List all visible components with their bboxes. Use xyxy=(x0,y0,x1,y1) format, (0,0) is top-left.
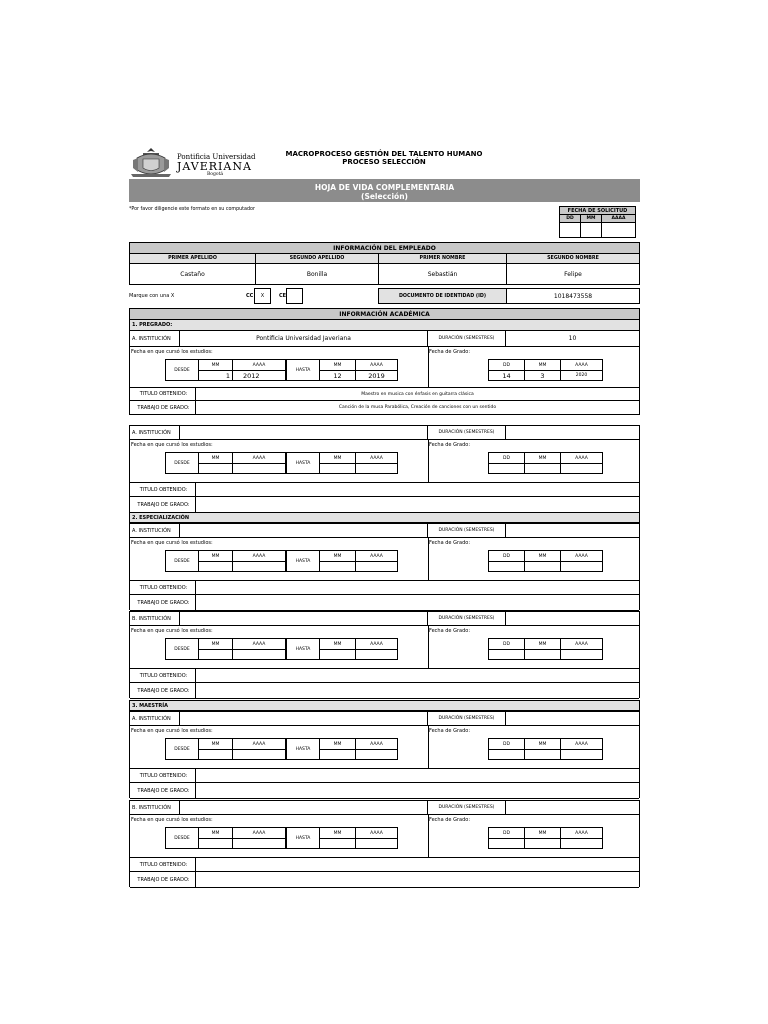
grado-mm-label: MM xyxy=(525,453,561,463)
especializacion-a-block xyxy=(129,523,640,610)
desde-mm-field[interactable]: 1 xyxy=(199,370,233,380)
fecha-grado-label: Fecha de Grado: xyxy=(429,349,471,355)
ce-checkbox[interactable] xyxy=(286,288,303,304)
hasta-mm-label: MM xyxy=(320,360,356,370)
trabajo-field[interactable] xyxy=(196,872,639,887)
trabajo-row xyxy=(130,595,639,611)
titulo-label: TITULO OBTENIDO: xyxy=(130,669,196,682)
fechas-row xyxy=(130,347,639,388)
marque-label: Marque con una X xyxy=(129,293,175,299)
desde-grid xyxy=(165,638,286,660)
institucion-field[interactable] xyxy=(180,426,428,439)
grado-dd-label: DD xyxy=(489,639,525,649)
grado-mm-field[interactable]: 3 xyxy=(525,370,561,380)
desde-mm-label: MM xyxy=(199,551,233,561)
grado-aaaa-label: AAAA xyxy=(575,362,588,368)
desde-mm-field[interactable] xyxy=(199,838,233,848)
institucion-row xyxy=(130,612,639,626)
trabajo-row xyxy=(130,683,639,699)
desde-label: DESDE xyxy=(166,551,199,571)
institucion-row xyxy=(130,801,639,815)
crest-icon xyxy=(129,146,173,178)
hasta-mm-field[interactable] xyxy=(320,561,356,571)
fecha-dd-label: DD xyxy=(560,215,581,223)
desde-mm-label: MM xyxy=(199,360,233,370)
trabajo-field[interactable] xyxy=(196,683,639,698)
desde-grid xyxy=(165,827,286,849)
duracion-label: DURACIÓN (SEMESTRES) xyxy=(428,524,506,537)
institucion-field[interactable] xyxy=(180,524,428,537)
segundo-nombre-field[interactable]: Felipe xyxy=(564,270,582,278)
duracion-field[interactable] xyxy=(506,712,639,725)
fechas-row xyxy=(130,815,639,858)
fechas-row xyxy=(130,626,639,669)
hasta-mm-label: MM xyxy=(320,828,356,838)
titulo-row xyxy=(130,581,639,595)
grado-mm-label: MM xyxy=(525,739,561,749)
logo-line-1: Pontificia Universidad xyxy=(177,153,256,161)
grado-mm-field[interactable] xyxy=(525,561,561,571)
fecha-estudios-label: Fecha en que cursó los estudios: xyxy=(131,628,213,634)
hasta-mm-label: MM xyxy=(320,453,356,463)
trabajo-label: TRABAJO DE GRADO: xyxy=(130,595,196,610)
desde-mm-field[interactable] xyxy=(199,463,233,473)
trabajo-row xyxy=(130,497,639,513)
titulo-field[interactable] xyxy=(196,669,639,682)
titulo-field[interactable]: Maestro en musica con énfasis en guitarra clásica xyxy=(361,391,474,397)
segundo-nombre-label: SEGUNDO NOMBRE xyxy=(507,254,639,264)
grado-dd-field[interactable] xyxy=(489,463,525,473)
form-subtitle: (Selección) xyxy=(361,192,408,201)
proceso-title: PROCESO SELECCIÓN xyxy=(342,158,426,166)
hasta-aaaa-field[interactable] xyxy=(356,649,397,659)
documento-field[interactable]: 1018473558 xyxy=(553,292,593,300)
desde-aaaa-field[interactable]: 2012 xyxy=(233,370,285,380)
fechas-row xyxy=(130,538,639,581)
trabajo-label: TRABAJO DE GRADO: xyxy=(130,783,196,798)
desde-mm-field[interactable] xyxy=(199,649,233,659)
form-title: HOJA DE VIDA COMPLEMENTARIA xyxy=(314,183,455,192)
grado-grid xyxy=(488,827,603,849)
pregrado-b-block xyxy=(129,425,640,512)
documento-label: DOCUMENTO DE IDENTIDAD (ID) xyxy=(379,289,507,303)
fecha-estudios-label: Fecha en que cursó los estudios: xyxy=(131,817,213,823)
trabajo-label: TRABAJO DE GRADO: xyxy=(130,497,196,512)
hasta-mm-field[interactable] xyxy=(320,749,356,759)
institucion-label: A. INSTITUCIÓN xyxy=(130,426,180,439)
titulo-field[interactable] xyxy=(196,769,639,782)
fecha-grado-label: Fecha de Grado: xyxy=(429,817,471,823)
titulo-label: TITULO OBTENIDO: xyxy=(130,388,196,400)
fecha-grado-label: Fecha de Grado: xyxy=(429,628,471,634)
titulo-label: TITULO OBTENIDO: xyxy=(130,769,196,782)
desde-grid xyxy=(165,359,286,381)
fill-note: *Por favor diligencie este formato en su computador xyxy=(129,207,255,212)
duracion-field[interactable] xyxy=(506,426,639,439)
titulo-label: TITULO OBTENIDO: xyxy=(130,858,196,871)
desde-aaaa-label: AAAA xyxy=(252,830,266,836)
hasta-grid xyxy=(286,452,398,474)
hasta-label: HASTA xyxy=(287,551,320,571)
duracion-field[interactable] xyxy=(506,612,639,625)
desde-grid xyxy=(165,738,286,760)
logo-line-2: JAVERIANA xyxy=(177,160,252,173)
hasta-grid xyxy=(286,738,398,760)
section-pregrado-label: 1. PREGRADO: xyxy=(132,322,173,328)
grado-aaaa-field[interactable] xyxy=(561,649,602,659)
institucion-label: B. INSTITUCIÓN xyxy=(130,801,180,814)
fecha-estudios-label: Fecha en que cursó los estudios: xyxy=(131,540,213,546)
trabajo-label: TRABAJO DE GRADO: xyxy=(130,683,196,698)
titulo-row xyxy=(130,483,639,497)
hasta-aaaa-label: AAAA xyxy=(370,641,383,647)
institucion-row xyxy=(130,524,639,538)
institucion-label: B. INSTITUCIÓN xyxy=(130,612,180,625)
fechas-row xyxy=(130,726,639,769)
fecha-aaaa-label: AAAA xyxy=(602,215,635,223)
grado-dd-label: DD xyxy=(489,551,525,561)
desde-label: DESDE xyxy=(166,739,199,759)
grado-dd-label: DD xyxy=(489,828,525,838)
trabajo-row xyxy=(130,783,639,799)
desde-mm-label: MM xyxy=(199,639,233,649)
hasta-label: HASTA xyxy=(287,739,320,759)
fecha-grado-label: Fecha de Grado: xyxy=(429,540,471,546)
grado-dd-label: DD xyxy=(489,739,525,749)
institucion-row xyxy=(130,331,639,347)
trabajo-field[interactable] xyxy=(196,595,639,610)
desde-aaaa-label: AAAA xyxy=(252,455,266,461)
desde-mm-field[interactable] xyxy=(199,749,233,759)
hasta-grid xyxy=(286,638,398,660)
grado-dd-label: DD xyxy=(489,360,525,370)
duracion-label: DURACIÓN (SEMESTRES) xyxy=(428,331,506,346)
grado-mm-label: MM xyxy=(525,360,561,370)
grado-mm-field[interactable] xyxy=(525,463,561,473)
fecha-grado-label: Fecha de Grado: xyxy=(429,442,471,448)
trabajo-label: TRABAJO DE GRADO: xyxy=(130,872,196,887)
trabajo-row xyxy=(130,401,639,415)
desde-aaaa-label: AAAA xyxy=(252,741,266,747)
desde-aaaa-field[interactable] xyxy=(233,838,285,848)
section-especializacion xyxy=(129,512,640,523)
grado-mm-label: MM xyxy=(525,639,561,649)
duracion-label: DURACIÓN (SEMESTRES) xyxy=(428,712,506,725)
trabajo-field[interactable] xyxy=(196,783,639,798)
grado-dd-field[interactable]: 14 xyxy=(489,370,525,380)
grado-grid xyxy=(488,738,603,760)
grado-dd-field[interactable] xyxy=(489,561,525,571)
institucion-field[interactable] xyxy=(180,612,428,625)
fecha-grado-label: Fecha de Grado: xyxy=(429,728,471,734)
hasta-grid xyxy=(286,359,398,381)
grado-mm-label: MM xyxy=(525,828,561,838)
hasta-mm-field[interactable] xyxy=(320,649,356,659)
grado-aaaa-field[interactable]: 2020 xyxy=(561,370,602,380)
desde-mm-label: MM xyxy=(199,739,233,749)
section-maestria xyxy=(129,700,640,711)
section-especializacion-label: 2. ESPECIALIZACIÓN xyxy=(132,514,190,521)
grado-grid xyxy=(488,359,603,381)
segundo-apellido-field[interactable]: Bonilla xyxy=(256,264,379,284)
grado-aaaa-label: AAAA xyxy=(575,553,588,559)
segundo-apellido-label: SEGUNDO APELLIDO xyxy=(256,254,379,264)
university-logo xyxy=(129,146,259,178)
desde-aaaa-field[interactable] xyxy=(233,561,285,571)
grado-mm-field[interactable] xyxy=(525,749,561,759)
maestria-b-block xyxy=(129,800,640,887)
titulo-field[interactable] xyxy=(196,858,639,871)
academica-title: INFORMACIÓN ACADÉMICA xyxy=(129,308,640,320)
hasta-aaaa-label: AAAA xyxy=(370,362,383,368)
hasta-label: HASTA xyxy=(287,360,320,380)
titulo-row xyxy=(130,388,639,401)
fechas-row xyxy=(130,440,639,483)
hasta-mm-field[interactable]: 12 xyxy=(320,370,356,380)
institucion-label: A. INSTITUCIÓN xyxy=(130,712,180,725)
maestria-a-block xyxy=(129,711,640,798)
trabajo-label: TRABAJO DE GRADO: xyxy=(130,401,196,414)
grado-aaaa-label: AAAA xyxy=(575,641,588,647)
fecha-solicitud-box xyxy=(559,206,636,238)
titulo-field[interactable] xyxy=(196,581,639,594)
hasta-label: HASTA xyxy=(287,639,320,659)
institucion-field[interactable]: Pontificia Universidad Javeriana xyxy=(180,331,428,346)
hasta-label: HASTA xyxy=(287,828,320,848)
trabajo-field[interactable] xyxy=(196,497,639,512)
hasta-mm-label: MM xyxy=(320,639,356,649)
trabajo-field[interactable]: Canción de la musa Parabólica, Creación de canciones con un sentido xyxy=(338,405,497,410)
grado-grid xyxy=(488,638,603,660)
primer-nombre-label: PRIMER NOMBRE xyxy=(379,254,507,264)
desde-aaaa-label: AAAA xyxy=(252,553,266,559)
hasta-grid xyxy=(286,550,398,572)
fecha-estudios-label: Fecha en que cursó los estudios: xyxy=(131,728,213,734)
desde-mm-field[interactable] xyxy=(199,561,233,571)
hasta-aaaa-field[interactable] xyxy=(356,838,397,848)
hasta-aaaa-label: AAAA xyxy=(370,553,383,559)
institucion-label: A. INSTITUCIÓN xyxy=(130,524,180,537)
fecha-aaaa-field[interactable] xyxy=(602,223,635,237)
grado-dd-field[interactable] xyxy=(489,838,525,848)
hasta-aaaa-label: AAAA xyxy=(370,741,383,747)
desde-label: DESDE xyxy=(166,453,199,473)
grado-aaaa-field[interactable] xyxy=(561,838,602,848)
hasta-label: HASTA xyxy=(287,453,320,473)
fecha-mm-label: MM xyxy=(581,215,602,223)
fecha-solicitud-label: FECHA DE SOLICITUD xyxy=(560,207,635,215)
desde-mm-label: MM xyxy=(199,828,233,838)
grado-mm-label: MM xyxy=(525,551,561,561)
hasta-aaaa-label: AAAA xyxy=(370,455,383,461)
hasta-aaaa-field[interactable] xyxy=(356,463,397,473)
desde-label: DESDE xyxy=(166,360,199,380)
trabajo-row xyxy=(130,872,639,888)
grado-aaaa-label: AAAA xyxy=(575,741,588,747)
institucion-row xyxy=(130,712,639,726)
desde-grid xyxy=(165,550,286,572)
fecha-mm-field[interactable] xyxy=(581,223,602,237)
pregrado-a-block xyxy=(129,331,640,415)
empleado-title: INFORMACIÓN DEL EMPLEADO xyxy=(130,243,639,254)
hasta-aaaa-field[interactable] xyxy=(356,749,397,759)
institucion-field[interactable] xyxy=(180,712,428,725)
ce-label: CE xyxy=(279,293,287,299)
desde-aaaa-label: AAAA xyxy=(252,641,266,647)
grado-dd-label: DD xyxy=(489,453,525,463)
grado-mm-field[interactable] xyxy=(525,838,561,848)
duracion-label: DURACIÓN (SEMESTRES) xyxy=(428,612,506,625)
titulo-field[interactable] xyxy=(196,483,639,496)
fecha-dd-field[interactable] xyxy=(560,223,581,237)
logo-line-3: Bogotá xyxy=(207,172,224,177)
duracion-label: DURACIÓN (SEMESTRES) xyxy=(428,801,506,814)
form-title-bar xyxy=(129,179,640,202)
titulo-row xyxy=(130,769,639,783)
primer-apellido-field[interactable]: Castaño xyxy=(130,264,256,284)
duracion-field[interactable] xyxy=(506,524,639,537)
desde-grid xyxy=(165,452,286,474)
institucion-row xyxy=(130,426,639,440)
especializacion-b-block xyxy=(129,611,640,698)
grado-aaaa-label: AAAA xyxy=(575,830,588,836)
documento-row xyxy=(378,288,640,304)
cc-checkbox[interactable]: X xyxy=(254,288,271,304)
grado-mm-field[interactable] xyxy=(525,649,561,659)
grado-aaaa-field[interactable] xyxy=(561,561,602,571)
fecha-estudios-label: Fecha en que cursó los estudios: xyxy=(131,442,213,448)
grado-aaaa-label: AAAA xyxy=(575,455,588,461)
hasta-mm-label: MM xyxy=(320,739,356,749)
grado-grid xyxy=(488,550,603,572)
macroproceso-title: MACROPROCESO GESTIÓN DEL TALENTO HUMANO xyxy=(285,150,483,158)
section-maestria-label: 3. MAESTRÍA xyxy=(132,702,168,709)
desde-label: DESDE xyxy=(166,828,199,848)
hasta-grid xyxy=(286,827,398,849)
institucion-label: A. INSTITUCIÓN xyxy=(130,331,180,346)
institucion-field[interactable] xyxy=(180,801,428,814)
hasta-aaaa-field[interactable]: 2019 xyxy=(356,370,397,380)
desde-aaaa-field[interactable] xyxy=(233,649,285,659)
titulo-label: TITULO OBTENIDO: xyxy=(130,483,196,496)
fecha-estudios-label: Fecha en que cursó los estudios: xyxy=(131,349,213,355)
desde-label: DESDE xyxy=(166,639,199,659)
duracion-field[interactable]: 10 xyxy=(568,335,577,342)
duracion-field[interactable] xyxy=(506,801,639,814)
grado-aaaa-field[interactable] xyxy=(561,749,602,759)
hasta-mm-field[interactable] xyxy=(320,463,356,473)
hasta-aaaa-field[interactable] xyxy=(356,561,397,571)
titulo-label: TITULO OBTENIDO: xyxy=(130,581,196,594)
hasta-mm-field[interactable] xyxy=(320,838,356,848)
grado-dd-field[interactable] xyxy=(489,749,525,759)
grado-aaaa-field[interactable] xyxy=(561,463,602,473)
cc-label: CC xyxy=(246,293,254,299)
empleado-table xyxy=(129,242,640,285)
desde-aaaa-label: AAAA xyxy=(252,362,266,368)
primer-nombre-field[interactable]: Sebastián xyxy=(379,264,507,284)
hasta-aaaa-label: AAAA xyxy=(370,830,383,836)
grado-dd-field[interactable] xyxy=(489,649,525,659)
desde-aaaa-field[interactable] xyxy=(233,749,285,759)
hasta-mm-label: MM xyxy=(320,551,356,561)
duracion-label: DURACIÓN (SEMESTRES) xyxy=(428,426,506,439)
primer-apellido-label: PRIMER APELLIDO xyxy=(130,254,256,264)
desde-aaaa-field[interactable] xyxy=(233,463,285,473)
grado-grid xyxy=(488,452,603,474)
titulo-row xyxy=(130,669,639,683)
desde-mm-label: MM xyxy=(199,453,233,463)
section-pregrado xyxy=(129,320,640,331)
titulo-row xyxy=(130,858,639,872)
